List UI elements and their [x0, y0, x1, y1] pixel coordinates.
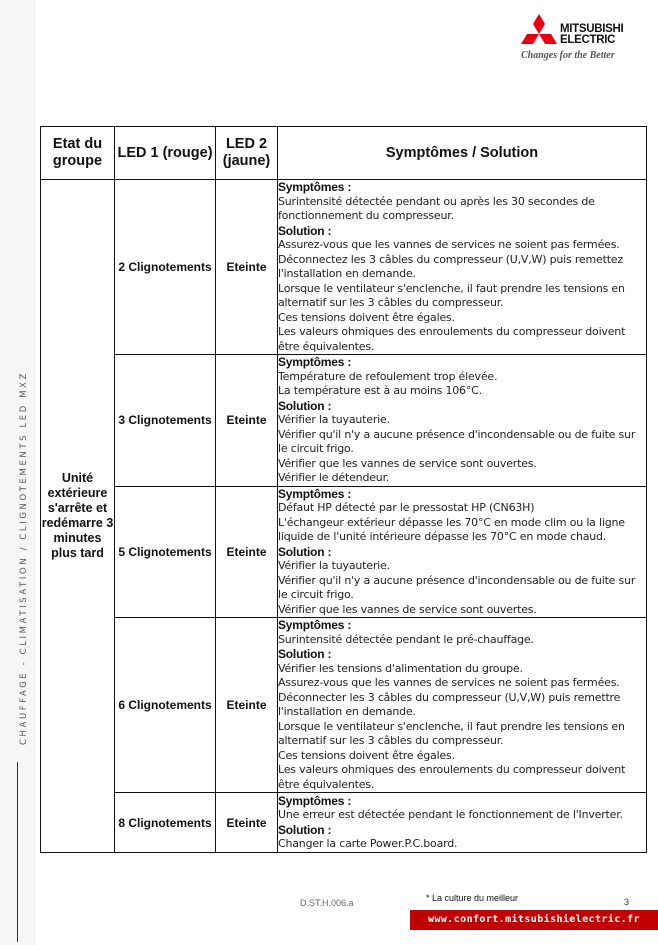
- sidebar-divider: [17, 762, 18, 942]
- solution-label: Solution :: [278, 544, 332, 559]
- page-number: 3: [624, 897, 630, 907]
- led1-cell: 5 Clignotements: [115, 486, 216, 618]
- website-link[interactable]: www.confort.mitsubishielectric.fr: [410, 910, 658, 930]
- solution-line: Lorsque le ventilateur s'enclenche, il faut prendre les tensions en alternatif sur les 3 câbles du compresseur.: [278, 719, 625, 747]
- table-row: [41, 355, 647, 487]
- solution-line: Changer la carte Power.P.C.board.: [278, 837, 458, 850]
- solution-label: Solution :: [278, 647, 332, 661]
- symptoms-label: Symptômes :: [278, 486, 352, 501]
- symptoms-label: Symptômes :: [278, 618, 352, 632]
- solution-line: Vérifier que les vannes de service sont ouvertes.: [278, 602, 537, 616]
- header-led1: LED 1 (rouge): [115, 127, 216, 180]
- symptom-line: Surintensité détectée pendant le pré-chauffage.: [278, 632, 534, 646]
- solution-line: Ces tensions doivent être égales.: [278, 748, 455, 762]
- header-etat: Etat du groupe: [41, 127, 115, 180]
- led-diagnostic-table: [40, 126, 647, 853]
- solution-cell: [278, 486, 647, 618]
- symptom-line: L'échangeur extérieur dépasse les 70°C en mode clim ou la ligne liquide de l'unité intérieure dépasse les 70°C en mode chaud.: [278, 515, 625, 543]
- symptoms-label: Symptômes :: [278, 793, 352, 808]
- symptom-line: Une erreur est détectée pendant le fonctionnement de l'Inverter.: [278, 808, 623, 821]
- symptoms-label: Symptômes :: [278, 180, 352, 194]
- led2-cell: Eteinte: [216, 355, 278, 487]
- solution-line: Assurez-vous que les vannes de services ne soient pas fermées.: [278, 238, 620, 251]
- solution-line: Vérifier la tuyauterie.: [278, 413, 390, 426]
- symptom-line: Température de refoulement trop élevée.: [278, 369, 498, 383]
- symptom-line: La température est à au moins 106°C.: [278, 384, 482, 397]
- footer-motto: * La culture du meilleur: [426, 893, 519, 903]
- table-row: [41, 180, 647, 355]
- solution-label: Solution :: [278, 398, 332, 413]
- document-code: D.ST.H.006.a: [300, 898, 354, 908]
- led1-cell: 3 Clignotements: [115, 355, 216, 487]
- solution-line: Vérifier qu'il n'y a aucune présence d'incondensable ou de fuite sur le circuit frigo.: [278, 573, 636, 601]
- solution-cell: [278, 355, 647, 487]
- solution-line: Assurez-vous que les vannes de services ne soient pas fermées.: [278, 676, 620, 689]
- led1-cell: 8 Clignotements: [115, 793, 216, 853]
- solution-line: Déconnecter les 3 câbles du compresseur (U,V,W) puis remettre l'installation en demande.: [278, 690, 621, 718]
- table-row: [41, 793, 647, 853]
- symptoms-label: Symptômes :: [278, 355, 352, 369]
- etat-cell: Unité extérieure s'arrête et redémarre 3 minutes plus tard: [41, 180, 115, 853]
- brand-tagline: Changes for the Better: [521, 50, 615, 61]
- solution-label: Solution :: [278, 822, 332, 837]
- solution-line: Vérifier le détendeur.: [278, 471, 390, 484]
- led2-cell: Eteinte: [216, 793, 278, 853]
- solution-cell: [278, 180, 647, 355]
- solution-line: Ces tensions doivent être égales.: [278, 310, 455, 324]
- table-row: [41, 618, 647, 793]
- led2-cell: Eteinte: [216, 618, 278, 793]
- solution-line: Les valeurs ohmiques des enroulements du compresseur doivent être équivalentes.: [278, 763, 626, 791]
- solution-line: Lorsque le ventilateur s'enclenche, il faut prendre les tensions en alternatif sur les 3 câbles du compresseur.: [278, 281, 625, 309]
- solution-line: Déconnectez les 3 câbles du compresseur (U,V,W) puis remettez l'installation en demande.: [278, 252, 623, 280]
- solution-cell: [278, 793, 647, 853]
- three-diamonds-icon: [519, 14, 559, 50]
- led1-cell: 2 Clignotements: [115, 180, 216, 355]
- header-led2: LED 2 (jaune): [216, 127, 278, 180]
- solution-line: Vérifier la tuyauterie.: [278, 559, 390, 572]
- sidebar-title: CHAUFFAGE - CLIMATISATION / CLIGNOTEMENTS LED MXZ: [19, 370, 29, 745]
- led1-cell: 6 Clignotements: [115, 618, 216, 793]
- solution-cell: [278, 618, 647, 793]
- symptom-line: Défaut HP détecté par le pressostat HP (CN63H): [278, 501, 535, 514]
- table-header-row: [41, 127, 647, 180]
- solution-label: Solution :: [278, 223, 332, 238]
- symptom-line: Surintensité détectée pendant ou après les 30 secondes de fonctionnement du compresseur.: [278, 194, 595, 222]
- header-solution: Symptômes / Solution: [278, 127, 647, 180]
- solution-line: Vérifier que les vannes de service sont ouvertes.: [278, 456, 537, 470]
- solution-line: Vérifier qu'il n'y a aucune présence d'incondensable ou de fuite sur le circuit frigo.: [278, 427, 636, 455]
- led2-cell: Eteinte: [216, 180, 278, 355]
- side-strip: [0, 0, 36, 945]
- solution-line: Vérifier les tensions d'alimentation du groupe.: [278, 661, 523, 675]
- led2-cell: Eteinte: [216, 486, 278, 618]
- mitsubishi-logo: [519, 14, 649, 64]
- solution-line: Les valeurs ohmiques des enroulements du compresseur doivent être équivalentes.: [278, 325, 626, 353]
- table-row: [41, 486, 647, 618]
- brand-name: MITSUBISHI ELECTRIC: [560, 23, 624, 46]
